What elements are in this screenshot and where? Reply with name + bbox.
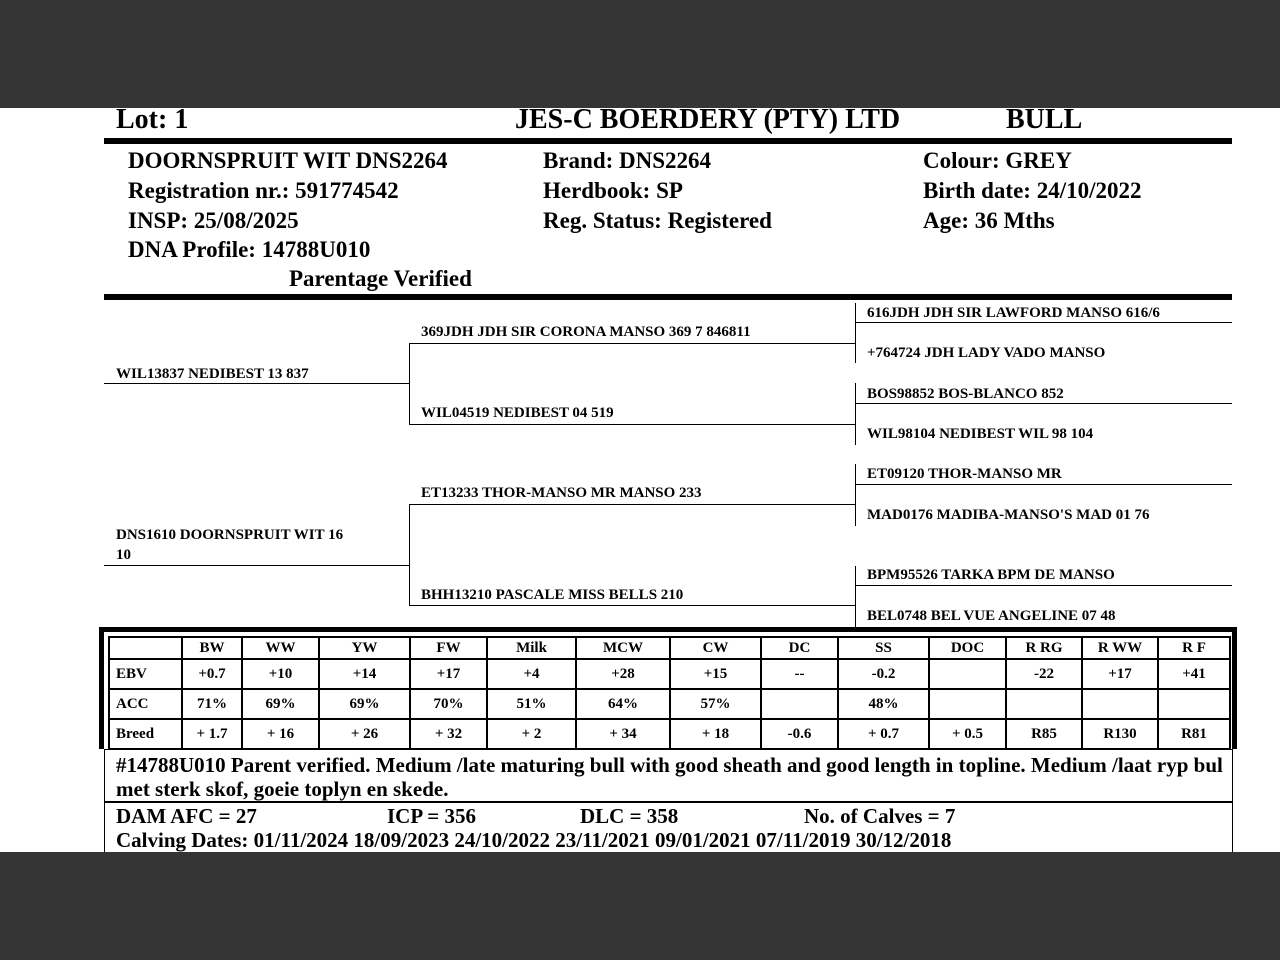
animal-name: DOORNSPRUIT WIT DNS2264	[128, 148, 448, 173]
col-fw: FW	[410, 637, 487, 659]
dam-calves: No. of Calves = 7	[804, 804, 956, 828]
ebv-frame-right	[1232, 627, 1237, 749]
pedigree-ggp-2: +764724 JDH LADY VADO MANSO	[867, 345, 1106, 361]
herdbook: Herdbook: SP	[543, 178, 683, 203]
dam-dlc: DLC = 358	[580, 804, 679, 828]
dna-profile: DNA Profile: 14788U010	[128, 237, 371, 262]
inspection-date: INSP: 25/08/2025	[128, 208, 299, 233]
registration-number: Registration nr.: 591774542	[128, 178, 399, 203]
pedigree-ggp-5: ET09120 THOR-MANSO MR	[867, 466, 1062, 482]
col-doc: DOC	[929, 637, 1006, 659]
pedigree-dam-sire: ET13233 THOR-MANSO MR MANSO 233	[421, 485, 702, 501]
pedigree-dam-line2: 10	[116, 547, 131, 563]
col-ww: WW	[242, 637, 319, 659]
pedigree-ggp-8: BEL0748 BEL VUE ANGELINE 07 48	[867, 608, 1116, 624]
col-r-ww: R WW	[1082, 637, 1158, 659]
col-bw: BW	[182, 637, 242, 659]
pedigree-sire-sire: 369JDH JDH SIR CORONA MANSO 369 7 846811	[421, 324, 751, 340]
pedigree-ggp-7: BPM95526 TARKA BPM DE MANSO	[867, 567, 1115, 583]
col-ss: SS	[838, 637, 929, 659]
pedigree-sire-dam: WIL04519 NEDIBEST 04 519	[421, 405, 614, 421]
comment-text: #14788U010 Parent verified. Medium /late maturing bull with good sheath and good length in topline. Medium /laat ryp bul met sterk skof, goeie toplyn en skede.	[116, 753, 1223, 801]
col-r-f: R F	[1158, 637, 1230, 659]
pedigree-ggp-1: 616JDH JDH SIR LAWFORD MANSO 616/6	[867, 305, 1160, 321]
dam-info-box	[104, 801, 1233, 852]
age: Age: 36 Mths	[923, 208, 1055, 233]
parentage-status: Parentage Verified	[289, 266, 472, 291]
pedigree-dam-dam: BHH13210 PASCALE MISS BELLS 210	[421, 587, 684, 603]
ebv-frame-left	[99, 627, 104, 749]
catalogue-sheet	[0, 108, 1280, 852]
header-rule	[104, 138, 1232, 144]
colour: Colour: GREY	[923, 148, 1072, 173]
col-mcw: MCW	[576, 637, 670, 659]
dam-icp: ICP = 356	[387, 804, 476, 828]
ebv-frame-top	[99, 627, 1237, 632]
lot-number: Lot: 1	[116, 108, 189, 135]
pedigree-ggp-6: MAD0176 MADIBA-MANSO'S MAD 01 76	[867, 507, 1150, 523]
comment-box	[104, 749, 1233, 803]
breeder-name: JES-C BOERDERY (PTY) LTD	[515, 108, 901, 135]
col-dc: DC	[761, 637, 838, 659]
col-r-rg: R RG	[1006, 637, 1082, 659]
brand: Brand: DNS2264	[543, 148, 712, 173]
ebv-header-row	[109, 637, 1230, 659]
dam-afc: DAM AFC = 27	[116, 804, 257, 828]
pedigree-ggp-4: WIL98104 NEDIBEST WIL 98 104	[867, 426, 1094, 442]
pedigree-ggp-3: BOS98852 BOS-BLANCO 852	[867, 386, 1064, 402]
sex-label: BULL	[1006, 108, 1083, 135]
ebv-table	[108, 636, 1231, 750]
col-yw: YW	[319, 637, 410, 659]
col-cw: CW	[670, 637, 761, 659]
ebv-row: EBV +0.7 +10 +14 +17 +4 +28 +15 -- -0.2 -22 +17 +41	[109, 659, 1230, 689]
birth-date: Birth date: 24/10/2022	[923, 178, 1142, 203]
breed-row: Breed + 1.7 + 16 + 26 + 32 + 2 + 34 + 18 -0.6 + 0.7 + 0.5 R85 R130 R81	[109, 719, 1230, 749]
pedigree-dam-line1: DNS1610 DOORNSPRUIT WIT 16	[116, 527, 344, 543]
calving-dates: Calving Dates: 01/11/2024 18/09/2023 24/10/2022 23/11/2021 09/01/2021 07/11/2019 30/12/2018	[116, 828, 952, 852]
info-rule	[104, 294, 1232, 300]
pedigree-sire: WIL13837 NEDIBEST 13 837	[116, 366, 309, 382]
acc-row: ACC 71% 69% 69% 70% 51% 64% 57% 48%	[109, 689, 1230, 719]
col-milk: Milk	[487, 637, 576, 659]
reg-status: Reg. Status: Registered	[543, 208, 772, 233]
